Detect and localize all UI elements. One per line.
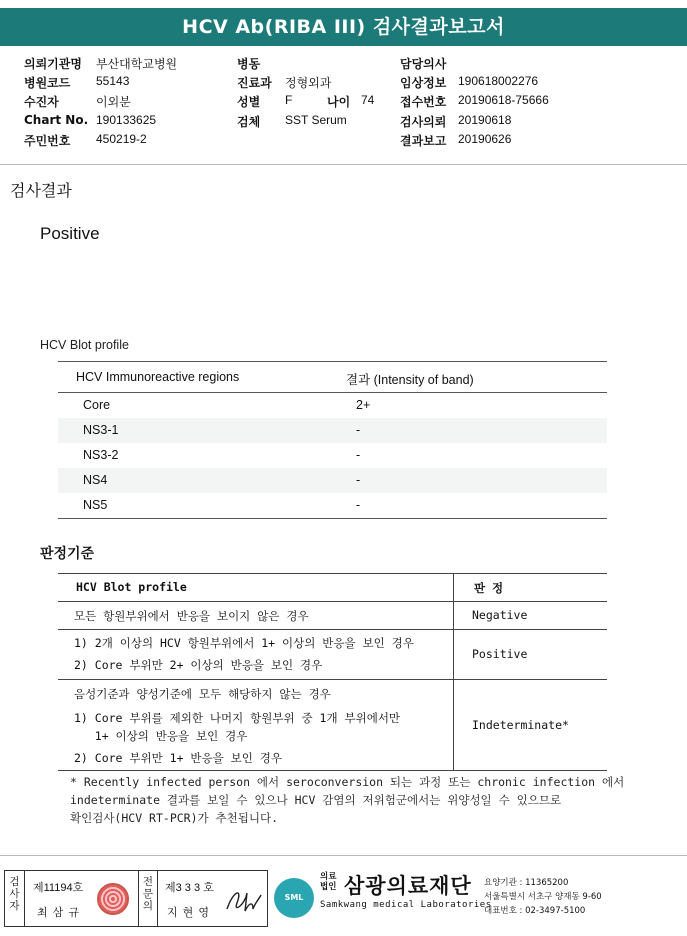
divider xyxy=(0,855,687,856)
criteria-line: 1) 2개 이상의 HCV 항원부위에서 1+ 이상의 반응을 보인 경우 xyxy=(74,636,414,650)
criteria-line: 1+ 이상의 반응을 보인 경우 xyxy=(74,729,248,743)
info-label: 담당의사 xyxy=(400,57,447,71)
info-label: 병원코드 xyxy=(24,76,71,90)
blot-profile-title: HCV Blot profile xyxy=(40,338,129,352)
org-name-english: Samkwang medical Laboratories xyxy=(320,900,492,910)
info-value: 20190618 xyxy=(458,113,512,127)
col-profile-header: HCV Blot profile xyxy=(76,580,187,594)
info-label: 임상정보 xyxy=(400,76,447,90)
examiner-label: 검사자 xyxy=(5,871,25,926)
table-row xyxy=(58,468,607,493)
table-row xyxy=(58,443,607,468)
judgement-cell: Positive xyxy=(472,647,528,661)
criteria-table xyxy=(58,573,607,771)
info-value: 450219-2 xyxy=(96,132,147,146)
handwritten-signature xyxy=(223,883,263,917)
info-value: 부산대학교병원 xyxy=(96,57,178,71)
info-label: 주민번호 xyxy=(24,134,71,148)
criteria-line: 1) Core 부위를 제외한 나머지 항원부위 중 1개 부위에서만 xyxy=(74,711,401,725)
org-name: 삼광의료재단 xyxy=(344,874,472,898)
info-label: Chart No. xyxy=(24,113,89,127)
table-row xyxy=(58,393,607,418)
institution-code: 요양기관 : 11365200 xyxy=(484,878,569,888)
footnote-line: indeterminate 결과를 보일 수 있으나 HCV 감염의 저위험군에서는 위양성일 수 있으므로 xyxy=(70,793,562,807)
criteria-line: 2) Core 부위만 2+ 이상의 반응을 보인 경우 xyxy=(74,658,323,672)
table-row xyxy=(58,418,607,443)
signature-box xyxy=(4,870,268,927)
judgement-cell: Indeterminate* xyxy=(472,718,569,732)
report-title: HCV Ab(RIBA III) 검사결과보고서 xyxy=(0,8,687,46)
info-label: 결과보고 xyxy=(400,134,447,148)
col-judgement-header: 판 정 xyxy=(474,581,504,595)
age-value: 74 xyxy=(361,93,375,107)
result-cell: - xyxy=(356,473,361,487)
info-value: 정형외과 xyxy=(285,76,332,90)
col-region-header: HCV Immunoreactive regions xyxy=(76,370,240,384)
org-address: 서울특별시 서초구 양재동 9-60 xyxy=(484,892,602,902)
region-cell: NS5 xyxy=(83,498,108,512)
judgement-cell: Negative xyxy=(472,608,528,622)
info-label: 성별 xyxy=(237,95,261,109)
info-label: 검체 xyxy=(237,115,261,129)
info-value: 20190618-75666 xyxy=(458,93,549,107)
examiner-name: 최 삼 규 xyxy=(37,907,80,919)
seal-stamp xyxy=(97,883,129,915)
footnote-line: 확인검사(HCV RT-PCR)가 추천됩니다. xyxy=(70,811,279,825)
info-value: 20190626 xyxy=(458,132,512,146)
region-cell: Core xyxy=(83,398,111,412)
org-phone: 대표번호 : 02-3497-5100 xyxy=(484,906,586,916)
result-cell: - xyxy=(356,423,361,437)
table-row xyxy=(58,493,607,518)
age-label: 나이 xyxy=(327,95,351,109)
footnote xyxy=(70,773,624,827)
region-cell: NS4 xyxy=(83,473,108,487)
info-value: 190133625 xyxy=(96,113,157,127)
specialist-name: 지 현 영 xyxy=(167,907,210,919)
result-cell: - xyxy=(356,448,361,462)
table-row xyxy=(58,602,607,630)
criteria-line: 모든 항원부위에서 반응을 보이지 않은 경우 xyxy=(74,609,309,623)
table-row xyxy=(58,680,607,770)
region-cell: NS3-1 xyxy=(83,423,119,437)
corp-label: 의료 법인 xyxy=(320,872,337,892)
info-value: F xyxy=(285,93,293,107)
info-label: 수진자 xyxy=(24,95,59,109)
table-row xyxy=(58,630,607,680)
criteria-title: 판정기준 xyxy=(40,546,95,562)
col-result-header: 결과 (Intensity of band) xyxy=(346,373,474,387)
result-value: Positive xyxy=(40,224,100,243)
info-label: 진료과 xyxy=(237,76,272,90)
info-value: 190618002276 xyxy=(458,74,539,88)
info-label: 의뢰기관명 xyxy=(24,57,82,71)
specialist-label: 전문의 xyxy=(138,871,158,926)
info-value: 55143 xyxy=(96,74,130,88)
info-label: 접수번호 xyxy=(400,95,447,109)
footnote-line: * Recently infected person 에서 seroconversion 되는 과정 또는 chronic infection 에서 xyxy=(70,775,625,789)
blot-table-header xyxy=(58,362,607,393)
info-label: 병동 xyxy=(237,57,261,71)
sml-logo-icon: SML xyxy=(274,878,314,918)
criteria-line: 2) Core 부위만 1+ 반응을 보인 경우 xyxy=(74,751,283,765)
result-section-title: 검사결과 xyxy=(10,181,72,200)
region-cell: NS3-2 xyxy=(83,448,119,462)
blot-table xyxy=(58,361,607,519)
divider xyxy=(0,164,687,165)
criteria-line: 음성기준과 양성기준에 모두 해당하지 않는 경우 xyxy=(74,687,331,701)
result-cell: - xyxy=(356,498,361,512)
info-value: 이외분 xyxy=(96,95,131,109)
result-cell: 2+ xyxy=(356,398,371,412)
info-label: 검사의뢰 xyxy=(400,115,447,129)
specialist-license: 제3 3 3 호 xyxy=(165,882,214,894)
criteria-header-row xyxy=(58,574,607,602)
org-logo xyxy=(272,866,682,930)
examiner-license: 제11194호 xyxy=(33,882,84,894)
info-value: SST Serum xyxy=(285,113,347,127)
